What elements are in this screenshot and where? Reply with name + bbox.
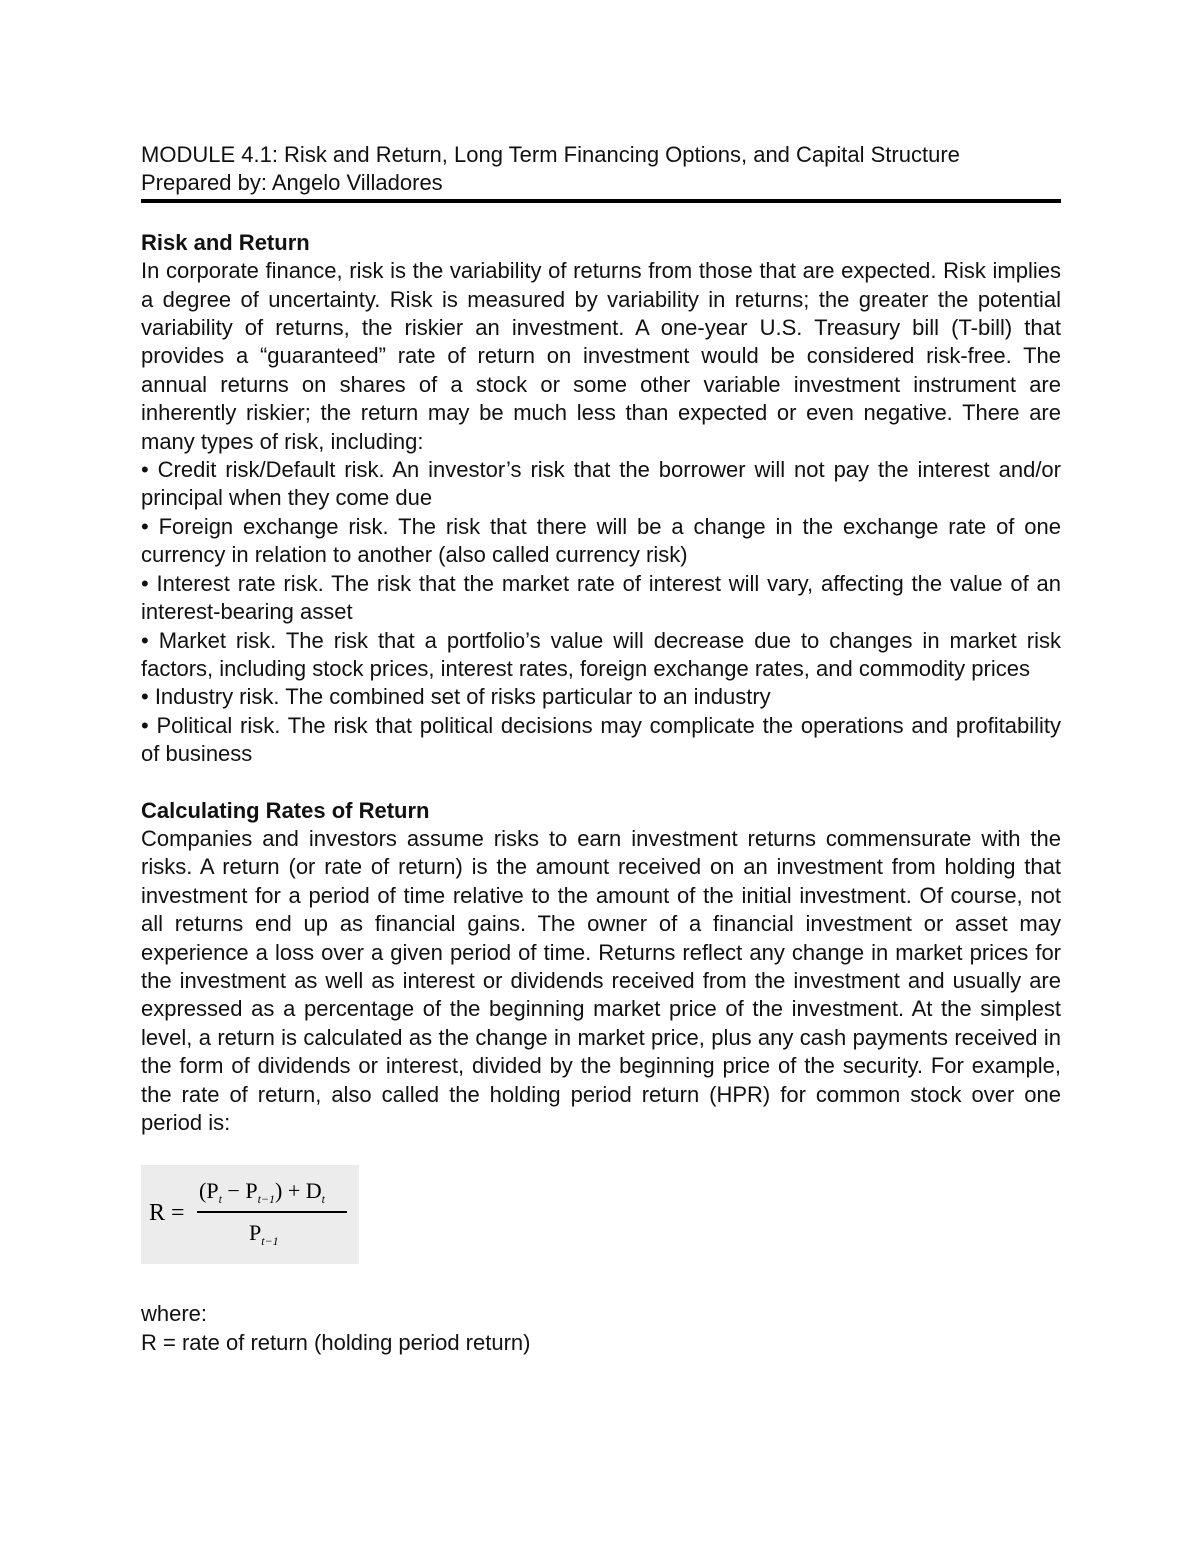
risk-types-list [141, 456, 1061, 768]
returns-paragraph: Companies and investors assume risks to earn investment returns commensurate with the risks. A return (or rate of return) is the amount received on an investment from holding that investment for a period of time relative to the amount of the initial investment. Of course, not all returns end up as financial gains. The owner of a financial investment or asset may experience a loss over a given period of time. Returns reflect any change in market prices for the investment as well as interest or dividends received from the investment and usually are expressed as a percentage of the beginning market price of the investment. At the simplest level, a return is calculated as the change in market price, plus any cash payments received in the form of dividends or interest, divided by the beginning price of the security. For example, the rate of return, also called the holding period return (HPR) for common stock over one period is: [141, 825, 1061, 1135]
formula-lhs: R = [149, 1200, 185, 1227]
formula-numerator: $(P_t - P_{t-1}) + D_t$ [199, 1178, 325, 1207]
section-heading-calculating-returns: Calculating Rates of Return [141, 797, 430, 823]
formula-denominator: $P_{t-1}$ [249, 1220, 279, 1249]
section-spacer [141, 769, 1061, 797]
definition-item: R = rate of return (holding period return) [141, 1329, 531, 1355]
list-item: • Industry risk. The combined set of risks particular to an industry [141, 684, 771, 710]
list-item: • Credit risk/Default risk. An investor’s risk that the borrower will not pay the interest and/or principal when they come due [141, 457, 1061, 511]
risk-intro-paragraph: In corporate finance, risk is the variability of returns from those that are expected. Risk implies a degree of uncertainty. Risk is measured by variability in returns; the greater the potential variability of returns, the riskier an investment. A one-year U.S. Treasury bill (T-bill) that provides a “guaranteed” rate of return on investment would be considered risk-free. The annual returns on shares of a stock or some other variable investment instrument are inherently riskier; the return may be much less than expected or even negative. There are many types of risk, including: [141, 258, 1061, 454]
where-label: where: [141, 1301, 208, 1327]
formula-fraction-bar [197, 1211, 347, 1213]
list-item: • Foreign exchange risk. The risk that there will be a change in the exchange rate of one currency in relation to another (also called currency risk) [141, 513, 1061, 568]
section-heading-risk-and-return: Risk and Return [141, 229, 310, 255]
hpr-formula-image [141, 1165, 359, 1264]
document-page [141, 141, 1061, 1357]
list-item: • Political risk. The risk that political decisions may complicate the operations and profitability of business [141, 712, 1061, 767]
list-item: • Interest rate risk. The risk that the market rate of interest will vary, affecting the value of an interest-bearing asset [141, 570, 1061, 625]
list-item: • Market risk. The risk that a portfolio’s value will decrease due to changes in market risk factors, including stock prices, interest rates, foreign exchange rates, and commodity prices [141, 627, 1061, 681]
author-line: Prepared by: Angelo Villadores [141, 170, 443, 196]
module-title: MODULE 4.1: Risk and Return, Long Term Financing Options, and Capital Structure [141, 142, 960, 167]
header-divider [141, 199, 1061, 203]
